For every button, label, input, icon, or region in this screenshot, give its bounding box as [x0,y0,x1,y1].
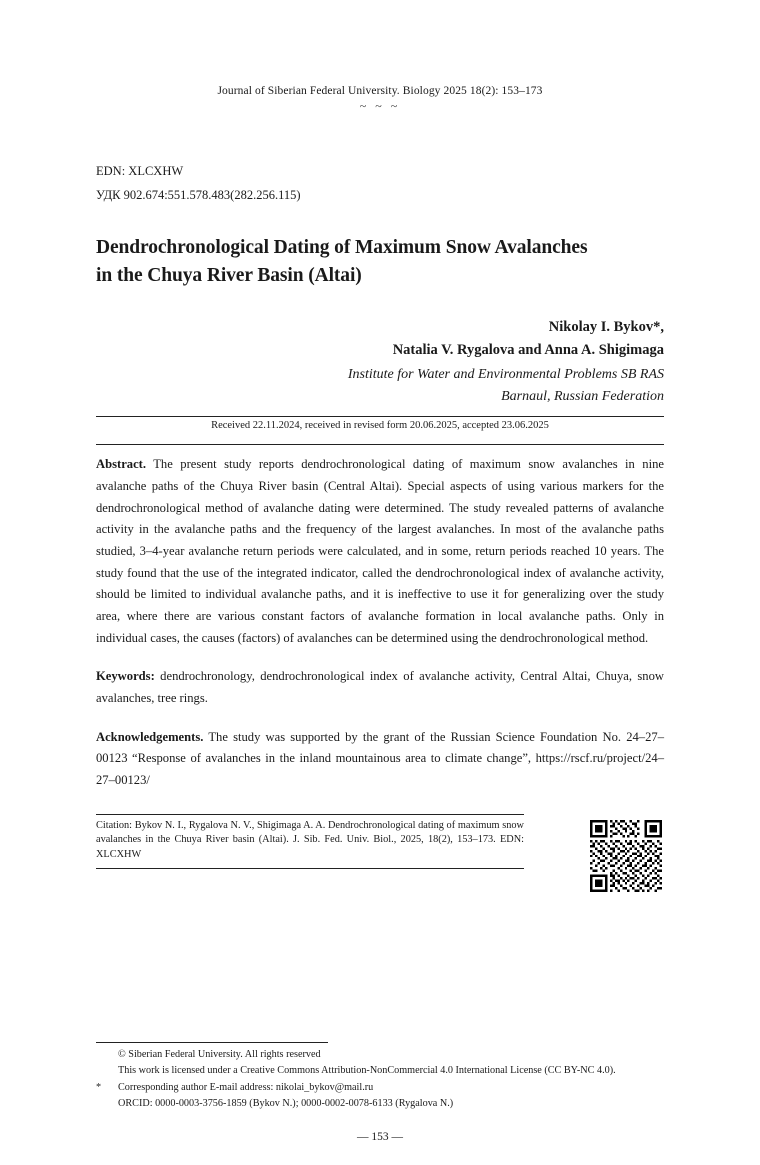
identifier-block [96,160,664,208]
acknowledgements-label: Acknowledgements. [96,729,204,744]
page-number: — 153 — [357,1131,403,1143]
corresponding-author-row [96,1080,664,1097]
affiliation-line-1: Institute for Water and Environmental Problems SB RAS [347,366,664,382]
affiliation [96,364,664,407]
journal-header: Journal of Siberian Federal University. Biology 2025 18(2): 153–173 [217,85,543,97]
acknowledgements-text: The study was supported by the grant of the Russian Science Foundation No. 24–27–00123 “Response of avalanches in the inland mountainous area to climate change”, https://rscf.ru/project/24–27–00123/ [96,729,664,787]
author-line-2: Natalia V. Rygalova and Anna A. Shigimaga [392,341,664,358]
acknowledgements-paragraph [96,727,664,792]
author-line-1: Nikolay I. Bykov*, [548,319,664,336]
abstract-paragraph [96,454,664,649]
orcid-note: ORCID: 0000-0003-3756-1859 (Bykov N.); 0000-0002-0078-6133 (Rygalova N.) [118,1098,454,1110]
citation-box [96,814,524,870]
keywords-text: dendrochronology, dendrochronological index of avalanche activity, Central Altai, Chuya, snow avalanches, tree rings. [96,669,664,705]
keywords-paragraph [96,666,664,709]
author-list [96,316,664,361]
footnote-marker: * [96,1081,102,1093]
page-title-line-1: Dendrochronological Dating of Maximum Snow Avalanches [96,236,588,258]
license-note: This work is licensed under a Creative Commons Attribution-NonCommercial 4.0 International License (CC BY-NC 4.0). [118,1065,616,1077]
keywords-label: Keywords: [96,669,155,684]
abstract-label: Abstract. [96,457,147,472]
edn-line: EDN: XLCXHW [96,164,184,178]
page-footer [96,1042,664,1113]
citation-divider-bottom [96,868,524,869]
ornament-divider: ~ ~ ~ [359,99,401,113]
citation-text: Citation: Bykov N. I., Rygalova N. V., Shigimaga A. A. Dendrochronological dating of maximum snow avalanches in the Chuya River basin (Altai). J. Sib. Fed. Univ. Biol., 2025, 18(2), 153–173. EDN: XLCXHW [96,819,524,861]
page-title [96,234,664,291]
page-title-line-2: in the Chuya River Basin (Altai) [96,264,362,286]
copyright-note: © Siberian Federal University. All rights reserved [118,1048,321,1060]
divider-below-received [96,444,664,445]
article-page [0,85,760,1165]
received-dates: Received 22.11.2024, received in revised form 20.06.2025, accepted 23.06.2025 [211,420,549,432]
footer-divider [96,1042,328,1043]
corresponding-author-note: Corresponding author E-mail address: nikolai_bykov@mail.ru [118,1081,374,1093]
citation-section [96,814,664,892]
abstract-text: The present study reports dendrochronological dating of maximum snow avalanches in nine avalanche paths of the Chuya River basin (Central Altai). Special aspects of using various markers for the dendrochronological method of avalanche dating were determined. The study revealed patterns of avalanche activity in the avalanche paths and the frequency of the largest avalanches. In most of the avalanche paths studied, 3–4-year avalanche return periods were calculated, and in some, return periods reached 10 years. The study found that the use of the integrated indicator, called the dendrochronological index of avalanche activity, should be limited to individual avalanche paths, and it is ineffective to use it for generalizing over the study area, where there are various constant factors of avalanche formation in local avalanche paths. Only in individual cases, the causes (factors) of avalanches can be determined using the dendrochronological method. [96,457,664,645]
qr-code-icon [590,820,662,892]
affiliation-line-2: Barnaul, Russian Federation [501,388,664,404]
udk-line: УДК 902.674:551.578.483(282.256.115) [96,187,301,202]
